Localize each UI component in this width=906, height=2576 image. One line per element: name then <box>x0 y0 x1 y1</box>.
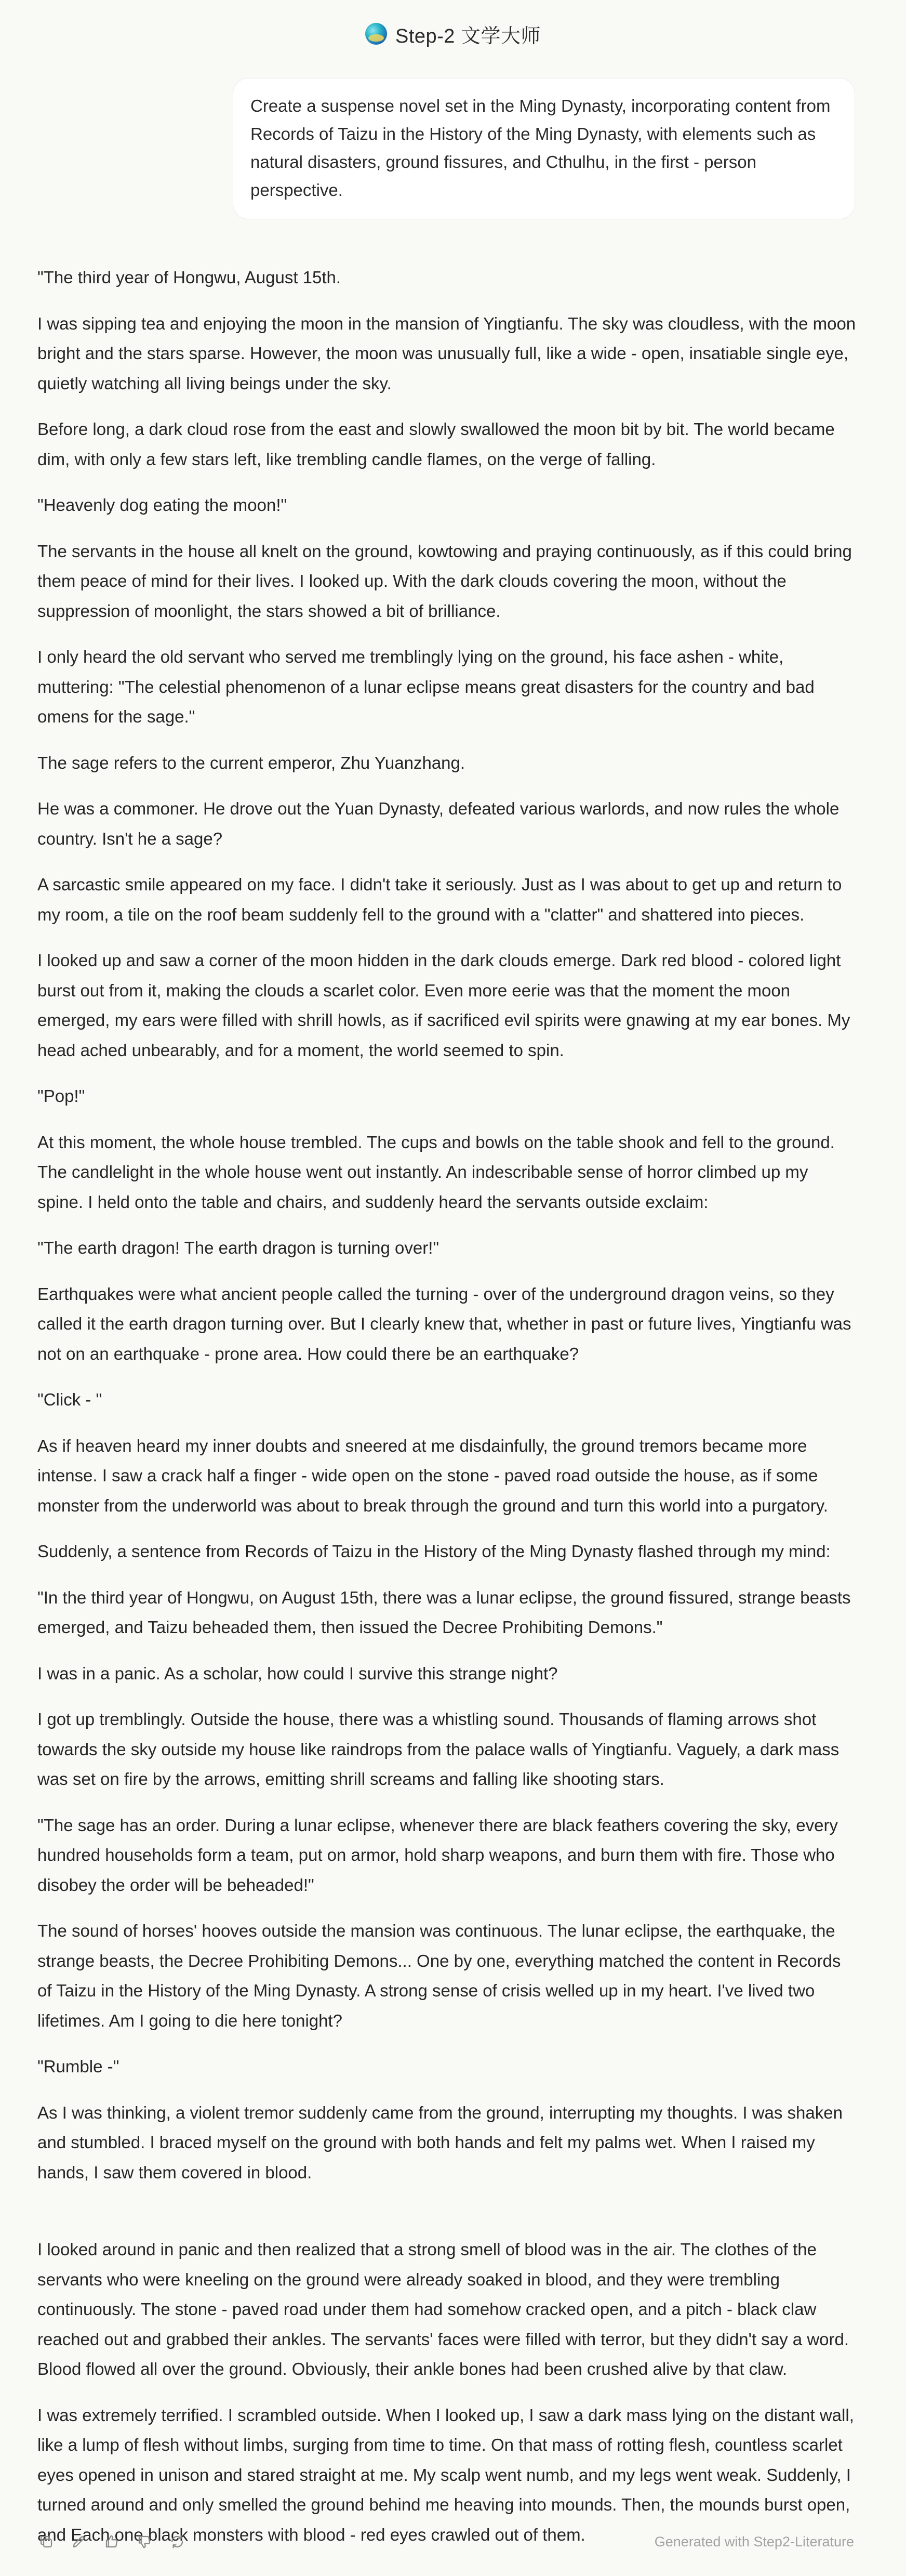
story-paragraph: The servants in the house all knelt on the ground, kowtowing and praying continuously, as if this could bring them peace of mind for their lives. I looked up. With the dark clouds covering the moon, without the suppression of moonlight, the stars showed a bit of brilliance. <box>37 541 852 621</box>
story-paragraph: I looked up and saw a corner of the moon hidden in the dark clouds emerge. Dark red blood - colored light burst out from it, making the clouds a scarlet color. Even more eerie was that the moment the moon emerged, my ears were filled with shrill howls, as if sacrificed evil spirits were gnawing at my ear bones. My head ached unbearably, and for a moment, the world seemed to spin. <box>37 951 850 1060</box>
story-paragraph: "The earth dragon! The earth dragon is turning over!" <box>37 1238 439 1257</box>
story-response <box>37 262 858 2566</box>
response-actions <box>37 2533 186 2551</box>
story-paragraph: I was sipping tea and enjoying the moon in the mansion of Yingtianfu. The sky was cloudless, with the moon bright and the stars sparse. However, the moon was unusually full, like a wide - open, insatiable single eye, quietly watching all living beings under the sky. <box>37 313 856 393</box>
story-paragraph: I got up tremblingly. Outside the house, there was a whistling sound. Thousands of flaming arrows shot towards the sky outside my house like raindrops from the palace walls of Yingtianfu. Vaguely, a dark mass was set on fire by the arrows, emitting shrill screams and falling like shooting stars. <box>37 1710 840 1789</box>
step-globe-logo-icon <box>365 23 387 45</box>
story-paragraph: As I was thinking, a violent tremor suddenly came from the ground, interrupting my thoughts. I was shaken and stumbled. I braced myself on the ground with both hands and felt my palms wet. When I raised my hands, I saw them covered in blood. <box>37 2102 843 2182</box>
regenerate-icon <box>169 2534 185 2549</box>
share-icon <box>71 2534 87 2549</box>
thumbs-up-button[interactable] <box>103 2533 121 2551</box>
user-prompt-text: Create a suspense novel set in the Ming Dynasty, incorporating content from Records of Taizu in the History of the Ming Dynasty, with elements such as natural disasters, ground fissures, and Cthulhu, in the first - person perspective. <box>250 96 831 200</box>
copy-icon <box>38 2534 54 2549</box>
response-footer <box>37 2521 854 2562</box>
story-paragraph: "The third year of Hongwu, August 15th. <box>37 268 341 287</box>
generated-with-label: Generated with Step2-Literature <box>654 2533 854 2549</box>
story-paragraph: "Heavenly dog eating the moon!" <box>37 495 287 515</box>
story-paragraph: I looked around in panic and then realized that a strong smell of blood was in the air. The clothes of the servants who were kneeling on the ground were already soaked in blood, and they were trembling continuously. The stone - paved road under them had somehow cracked open, and a pitch - black claw reached out and grabbed their ankles. The servants' faces were filled with terror, but they didn't say a word. Blood flowed all over the ground. Obviously, their ankle bones had been crushed alive by that claw. <box>37 2240 849 2378</box>
story-paragraph: As if heaven heard my inner doubts and sneered at me disdainfully, the ground tremors became more intense. I saw a crack half a finger - wide open on the stone - paved road outside the house, as if some monster from the underworld was about to break through the ground and turn this world into a purgatory. <box>37 1436 828 1515</box>
story-paragraph: "The sage has an order. During a lunar eclipse, whenever there are black feathers covering the sky, every hundred households form a team, put on armor, hold sharp weapons, and burn them with fire. Those who disobey the order will be beheaded!" <box>37 1815 838 1895</box>
thumbs-down-button[interactable] <box>136 2533 153 2551</box>
story-paragraph: The sage refers to the current emperor, Zhu Yuanzhang. <box>37 753 465 772</box>
story-paragraph: Earthquakes were what ancient people called the turning - over of the underground dragon veins, so they called it the earth dragon turning over. But I clearly knew that, whether in past or future lives, Yingtianfu was not on an earthquake - prone area. How could there be an earthquake? <box>37 1284 851 1363</box>
app-name: Step-2 文学大师 <box>395 25 541 47</box>
story-paragraph: The sound of horses' hooves outside the mansion was continuous. The lunar eclipse, the earthquake, the strange beasts, the Decree Prohibiting Demons... One by one, everything matched the content in Records of Taizu in the History of the Ming Dynasty. A strong sense of crisis welled up in my heart. I've lived two lifetimes. Am I going to die here tonight? <box>37 1921 841 2030</box>
story-paragraph: He was a commoner. He drove out the Yuan Dynasty, defeated various warlords, and now rules the whole country. Isn't he a sage? <box>37 799 840 848</box>
story-paragraph: I was in a panic. As a scholar, how could I survive this strange night? <box>37 1663 558 1683</box>
story-paragraph: A sarcastic smile appeared on my face. I didn't take it seriously. Just as I was about to get up and return to my room, a tile on the roof beam suddenly fell to the ground with a "clatter" and shattered into pieces. <box>37 875 842 924</box>
thumbs-up-icon <box>104 2534 119 2549</box>
copy-button[interactable] <box>37 2533 55 2551</box>
share-button[interactable] <box>70 2533 88 2551</box>
thumbs-down-icon <box>137 2534 152 2549</box>
story-paragraph: "Pop!" <box>37 1086 85 1106</box>
story-paragraph: At this moment, the whole house trembled. The cups and bowls on the table shook and fell to the ground. The candlelight in the whole house went out instantly. An indescribable sense of horror climbed up my spine. I held onto the table and chairs, and suddenly heard the servants outside exclaim: <box>37 1132 835 1212</box>
story-paragraph: "Rumble -" <box>37 2057 119 2076</box>
story-paragraph: "Click - " <box>37 1390 102 1409</box>
story-paragraph: "In the third year of Hongwu, on August 15th, there was a lunar eclipse, the ground fissured, strange beasts emerged, and Taizu beheaded them, then issued the Decree Prohibiting Demons." <box>37 1587 851 1637</box>
story-paragraph: I only heard the old servant who served me tremblingly lying on the ground, his face ashen - white, muttering: "The celestial phenomenon of a lunar eclipse means great disasters for the country and bad omens for the sage." <box>37 647 815 726</box>
story-paragraph: I was extremely terrified. I scrambled outside. When I looked up, I saw a dark mass lying on the distant wall, like a lump of flesh without limbs, surging from time to time. On that mass of rotting flesh, countless scarlet eyes opened in unison and stared straight at me. My scalp went numb, and my legs went weak. Suddenly, I turned around and only smelled the ground behind me heaving into mounds. Then, the mounds burst open, and Each one black monsters with blood - red eyes crawled out of them. <box>37 2405 854 2544</box>
story-paragraph: Before long, a dark cloud rose from the east and slowly swallowed the moon bit by bit. The world became dim, with only a few stars left, like trembling candle flames, on the verge of falling. <box>37 419 835 469</box>
user-prompt-bubble <box>233 78 855 219</box>
brand <box>365 20 541 48</box>
regenerate-button[interactable] <box>168 2533 186 2551</box>
story-paragraph: Suddenly, a sentence from Records of Taizu in the History of the Ming Dynasty flashed through my mind: <box>37 1542 831 1561</box>
header <box>0 0 906 68</box>
